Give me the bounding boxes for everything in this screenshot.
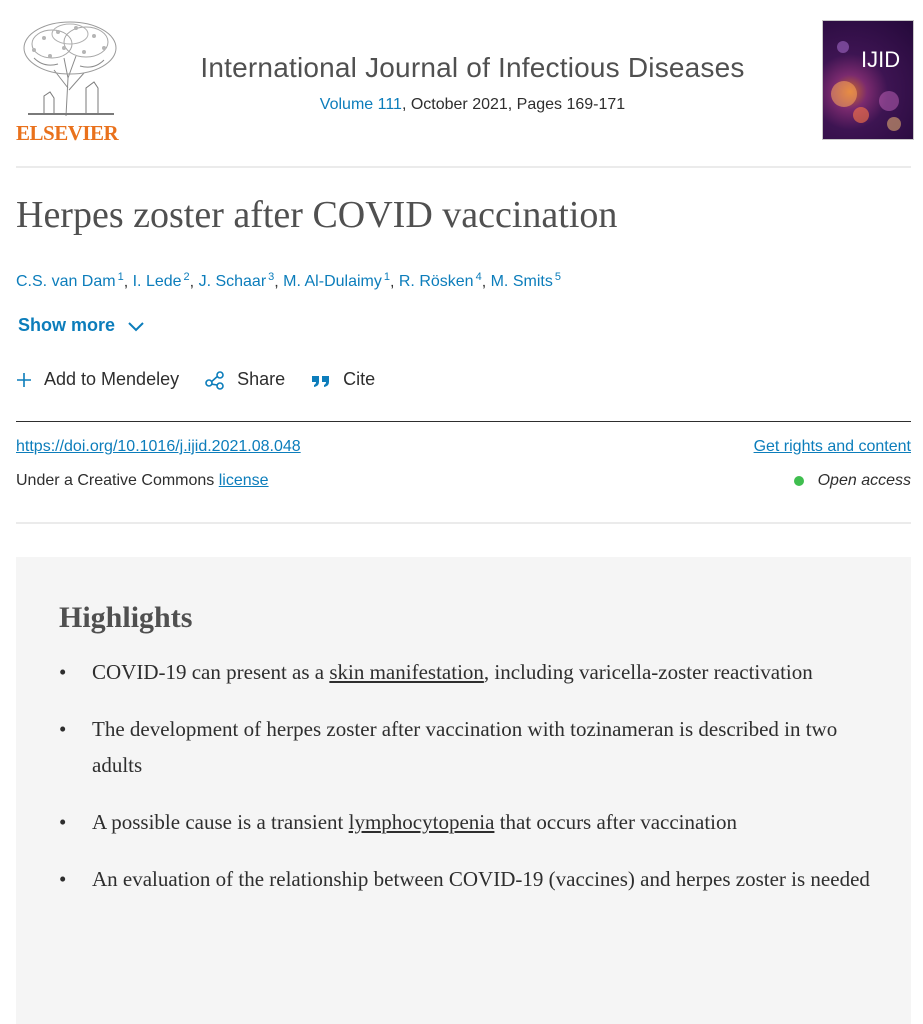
bullet: • [59, 867, 67, 891]
bullet: • [59, 717, 67, 741]
highlights-title: Highlights [59, 601, 193, 634]
cite-button[interactable] [311, 369, 375, 390]
license-prefix: Under a Creative Commons [16, 472, 219, 489]
issue-details: , October 2021, Pages 169-171 [401, 96, 626, 113]
license-link[interactable]: license [218, 472, 269, 489]
author-link[interactable]: R. Rösken $^4$ [398, 271, 482, 291]
header-divider [16, 166, 911, 168]
highlights-list [59, 654, 879, 918]
author-link[interactable]: C.S. van Dam $^1$ [16, 271, 124, 291]
share-icon [205, 370, 225, 390]
lymphocytopenia-link[interactable]: lymphocytopenia [348, 810, 495, 834]
share-button[interactable] [205, 369, 285, 390]
list-item: • The development of herpes zoster after vaccination with tozinameran is described in two adults [59, 711, 879, 783]
doi-link[interactable]: https://doi.org/10.1016/j.ijid.2021.08.048 [16, 438, 301, 455]
article-actions [16, 369, 401, 390]
mendeley-label: Add to Mendeley [44, 369, 180, 389]
share-label: Share [237, 369, 286, 389]
list-item: • A possible cause is a transient lymphocytopenia that occurs after vaccination [59, 804, 879, 840]
author-link[interactable]: M. Smits $^5$ [490, 271, 561, 291]
show-more-button[interactable] [18, 315, 145, 336]
rights-link[interactable]: Get rights and content [753, 438, 911, 455]
license-notice [16, 472, 269, 490]
bullet: • [59, 810, 67, 834]
author-link[interactable]: J. Schaar $^3$ [198, 271, 275, 291]
highlights-section [16, 557, 911, 1024]
quote-icon [311, 372, 331, 388]
open-access-badge [794, 472, 911, 490]
open-access-dot-icon [794, 476, 804, 486]
open-access-label: Open access [817, 472, 911, 489]
article-title: Herpes zoster after COVID vaccination [16, 194, 618, 236]
plus-icon [16, 372, 32, 388]
journal-header [0, 0, 923, 168]
journal-title[interactable]: International Journal of Infectious Diseases [200, 52, 745, 83]
cover-title: IJID [861, 47, 901, 72]
publisher-name: ELSEVIER [16, 121, 119, 145]
volume-link[interactable]: Volume 111 [319, 96, 402, 113]
author-link[interactable]: M. Al-Dulaimy $^1$ [283, 271, 390, 291]
author-link[interactable]: I. Lede $^2$ [132, 271, 190, 291]
show-more-label: Show more [18, 315, 116, 335]
bullet: • [59, 660, 67, 684]
journal-cover-image[interactable] [822, 20, 914, 140]
skin-manifestation-link[interactable]: skin manifestation [329, 660, 484, 684]
list-item: • COVID-19 can present as a skin manifestation, including varicella-zoster reactivation [59, 654, 879, 690]
add-to-mendeley-button[interactable] [16, 369, 179, 390]
journal-issue-info [0, 96, 923, 114]
cite-label: Cite [343, 369, 376, 389]
list-item: • An evaluation of the relationship between COVID-19 (vaccines) and herpes zoster is needed [59, 861, 879, 897]
actions-divider [16, 421, 911, 422]
author-list: C.S. van Dam $^1$, I. Lede $^2$, J. Schaar $^3$, M. Al-Dulaimy $^1$, R. Rösken $^4$, M. Smits $^5$ [16, 271, 561, 291]
meta-divider [16, 522, 911, 524]
chevron-down-icon [127, 317, 145, 335]
